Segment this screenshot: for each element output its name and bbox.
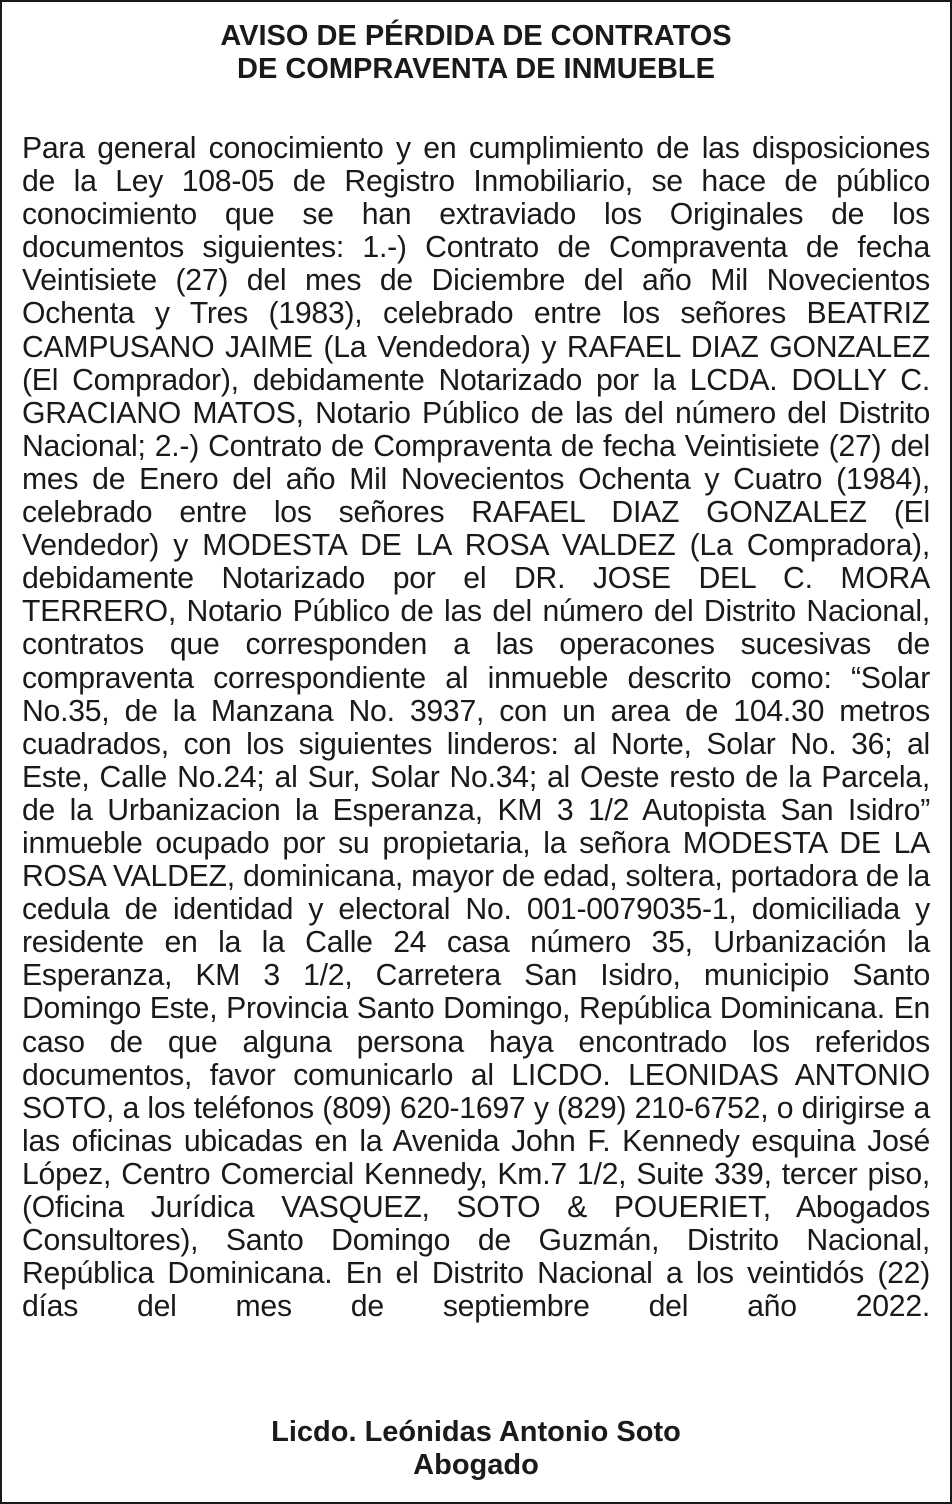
signature-role: Abogado: [413, 1449, 539, 1481]
signature-block: [2, 1416, 950, 1482]
notice-title-line-2: DE COMPRAVENTA DE INMUEBLE: [237, 53, 715, 85]
notice-title-line-1: AVISO DE PÉRDIDA DE CONTRATOS: [220, 20, 732, 52]
notice-title: [22, 20, 930, 86]
notice-body: Para general conocimiento y en cumplimiento de las disposiciones de la Ley 108-05 de Registro Inmobiliario, se hace de público conocimiento que se han extraviado los Originales de los documentos siguientes: 1.-) Contrato de Compraventa de fecha Veintisiete (27) del mes de Diciembre del año Mil Novecientos Ochenta y Tres (1983), celebrado entre los señores BEATRIZ CAMPUSANO JAIME (La Vendedora) y RAFAEL DIAZ GONZALEZ (El Comprador), debidamente Notarizado por la LCDA. DOLLY C. GRACIANO MATOS, Notario Público de las del número del Distrito Nacional; 2.-) Contrato de Compraventa de fecha Veintisiete (27) del mes de Enero del año Mil Novecientos Ochenta y Cuatro (1984), celebrado entre los señores RAFAEL DIAZ GONZALEZ (El Vendedor) y MODESTA DE LA ROSA VALDEZ (La Compradora), debidamente Notarizado por el DR. JOSE DEL C. MORA TERRERO, Notario Público de las del número del Distrito Nacional, contratos que corresponden a las operacones sucesivas de compraventa correspondiente al inmueble descrito como: “Solar No.35, de la Manzana No. 3937, con un area de 104.30 metros cuadrados, con los siguientes linderos: al Norte, Solar No. 36; al Este, Calle No.24; al Sur, Solar No.34; al Oeste resto de la Parcela, de la Urbanizacion la Esperanza, KM 3 1/2 Autopista San Isidro” inmueble ocupado por su propietaria, la señora MODESTA DE LA ROSA VALDEZ, dominicana, mayor de edad, soltera, portadora de la cedula de identidad y electoral No. 001-0079035-1, domiciliada y residente en la la Calle 24 casa número 35, Urbanización la Esperanza, KM 3 1/2, Carretera San Isidro, municipio Santo Domingo Este, Provincia Santo Domingo, República Dominicana. En caso de que alguna persona haya encontrado los referidos documentos, favor comunicarlo al LICDO. LEONIDAS ANTONIO SOTO, a los teléfonos (809) 620-1697 y (829) 210-6752, o dirigirse a las oficinas ubicadas en la Avenida John F. Kennedy esquina José López, Centro Comercial Kennedy, Km.7 1/2, Suite 339, tercer piso, (Oficina Jurídica VASQUEZ, SOTO & POUERIET, Abogados Consultores), Santo Domingo de Guzmán, Distrito Nacional, República Dominicana. En el Distrito Nacional a los veintidós (22) días del mes de septiembre del año 2022.: [22, 132, 931, 1324]
signature-name: Licdo. Leónidas Antonio Soto: [271, 1416, 681, 1448]
